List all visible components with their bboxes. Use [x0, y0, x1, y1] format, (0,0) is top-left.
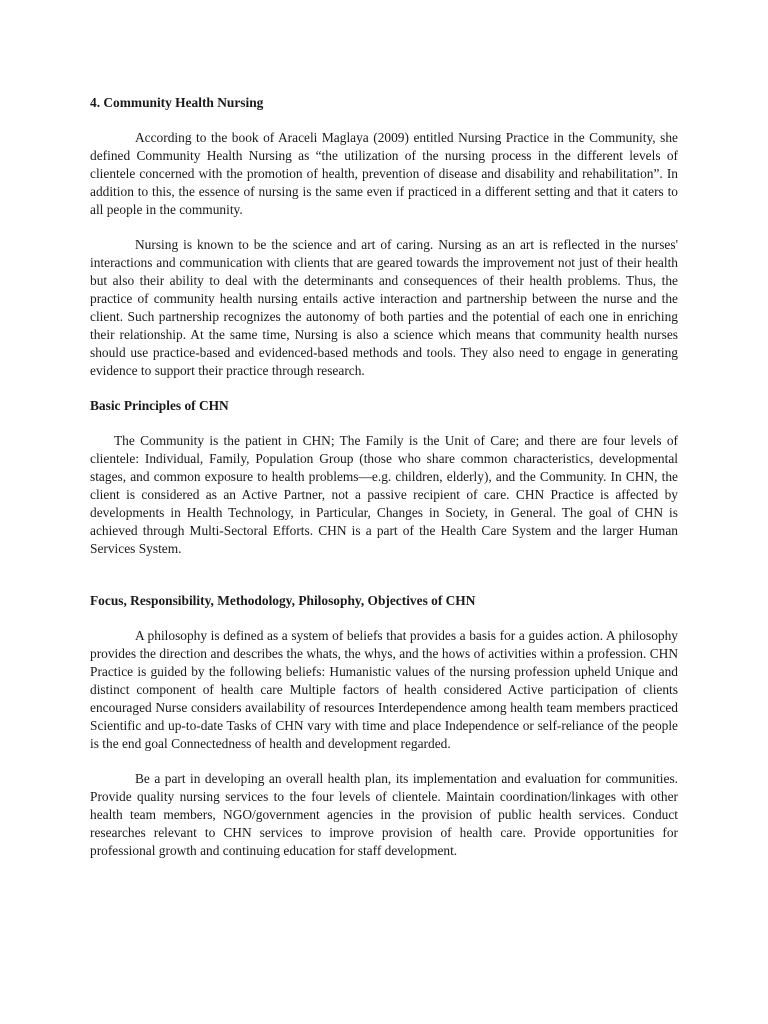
focus-heading: Focus, Responsibility, Methodology, Philosophy, Objectives of CHN — [90, 593, 476, 608]
paragraph-objectives: Be a part in developing an overall health plan, its implementation and evaluation for communities. Provide quality nursing services to the four levels of clientele. Maintain coordination/linkages with other health team members, NGO/government agencies in the provision of public health services. Conduct researches relevant to CHN services to improve provision of health care. Provide opportunities for professional growth and continuing education for staff development. — [90, 771, 678, 858]
paragraph-definition: According to the book of Araceli Maglaya (2009) entitled Nursing Practice in the Community, she defined Community Health Nursing as “the utilization of the nursing process in the different levels of clientele concerned with the promotion of health, prevention of disease and disability and rehabilitation”. In addition to this, the essence of nursing is the same even if practiced in a different setting and that it caters to all people in the community. — [90, 130, 678, 217]
paragraph-science-art: Nursing is known to be the science and art of caring. Nursing as an art is reflected in the nurses' interactions and communication with clients that are geared towards the improvement not just of their health but also their ability to deal with the determinants and consequences of their health problems. Thus, the practice of community health nursing entails active interaction and partnership between the nurse and the client. Such partnership recognizes the autonomy of both parties and the potential of each one in enriching their relationship. At the same time, Nursing is also a science which means that community health nurses should use practice-based and evidenced-based methods and tools. They also need to engage in generating evidence to support their practice through research. — [90, 237, 678, 378]
paragraph-principles: The Community is the patient in CHN; The Family is the Unit of Care; and there are four levels of clientele: Individual, Family, Population Group (those who share common characteristics, developmental stages, and common exposure to health problems—e.g. children, elderly), and the Community. In CHN, the client is considered as an Active Partner, not a passive recipient of care. CHN Practice is affected by developments in Health Technology, in Particular, Changes in Society, in General. The goal of CHN is achieved through Multi-Sectoral Efforts. CHN is a part of the Health Care System and the larger Human Services System. — [90, 433, 678, 556]
section-heading: 4. Community Health Nursing — [90, 95, 264, 110]
paragraph-philosophy: A philosophy is defined as a system of beliefs that provides a basis for a guides action. A philosophy provides the direction and describes the whats, the whys, and the hows of activities within a profession. CHN Practice is guided by the following beliefs: Humanistic values of the nursing profession upheld Unique and distinct component of health care Multiple factors of health considered Active participation of clients encouraged Nurse considers availability of resources Interdependence among health team members practiced Scientific and up-to-date Tasks of CHN vary with time and place Independence or self-reliance of the people is the end goal Connectedness of health and development regarded. — [90, 628, 678, 751]
document-page — [90, 94, 678, 860]
principles-heading: Basic Principles of CHN — [90, 398, 229, 413]
